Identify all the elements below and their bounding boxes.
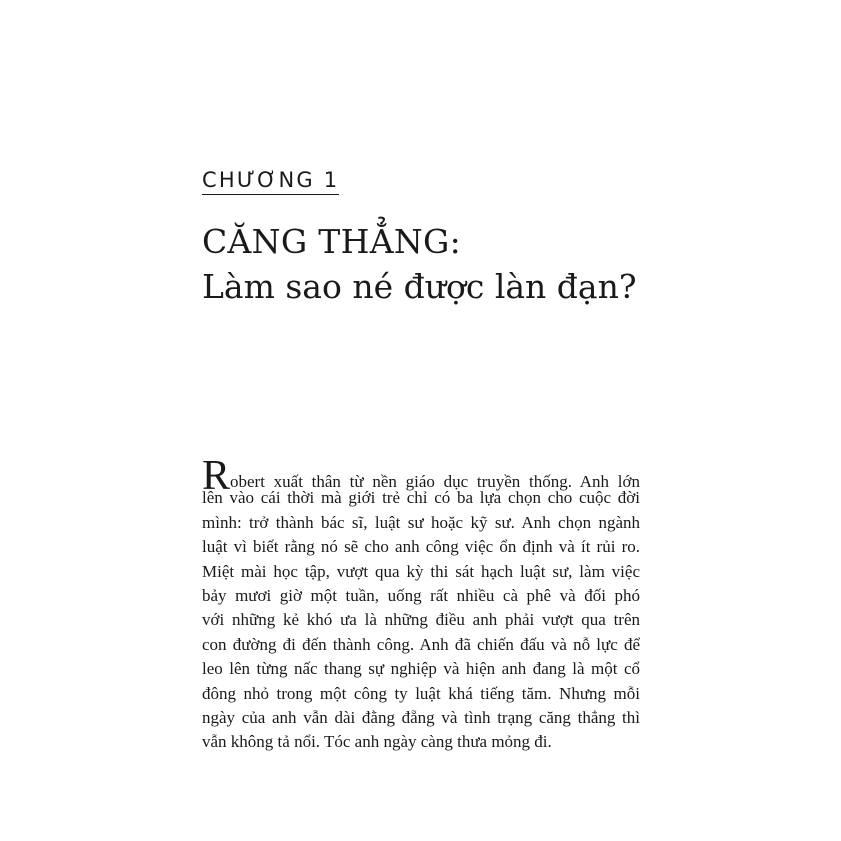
body-line: lên vào cái thời mà giới trẻ chỉ có ba lựa chọn cho cuộc đời [202,488,640,508]
body-line: con đường đi đến thành công. Anh đã chiến đấu và nỗ lực để [202,634,640,654]
body-line-1-text: obert xuất thân từ nền giáo dục truyền thống. Anh lớn [230,472,640,491]
body-line: Miệt mài học tập, vượt qua kỳ thi sát hạch luật sư, làm việc [202,561,640,581]
chapter-title-line-2: Làm sao né được làn đạn? [202,267,637,306]
chapter-title-line-1: CĂNG THẲNG: [202,222,462,261]
chapter-title [202,220,637,310]
body-line: bảy mươi giờ một tuần, uống rất nhiều cà phê và đối phó [202,585,640,605]
body-line: mình: trở thành bác sĩ, luật sư hoặc kỹ sư. Anh chọn ngành [202,512,640,532]
body-paragraph [202,453,640,755]
body-line: với những kẻ khó ưa là những điều anh phải vượt qua trên [202,610,640,630]
chapter-label: CHƯƠNG 1 [202,168,339,195]
body-line-last: vẫn không tả nổi. Tóc anh ngày càng thưa mỏng đi. [202,732,552,752]
drop-cap: R [202,453,231,499]
body-line: luật vì biết rằng nó sẽ cho anh công việc ổn định và ít rủi ro. [202,537,640,557]
body-line: ngày của anh vẫn dài đằng đẵng và tình trạng căng thẳng thì [202,707,640,727]
body-line: leo lên từng nấc thang sự nghiệp và hiện anh đang là một cổ [202,659,640,679]
body-line: đông nhỏ trong một công ty luật khá tiếng tăm. Nhưng mỗi [202,683,640,703]
